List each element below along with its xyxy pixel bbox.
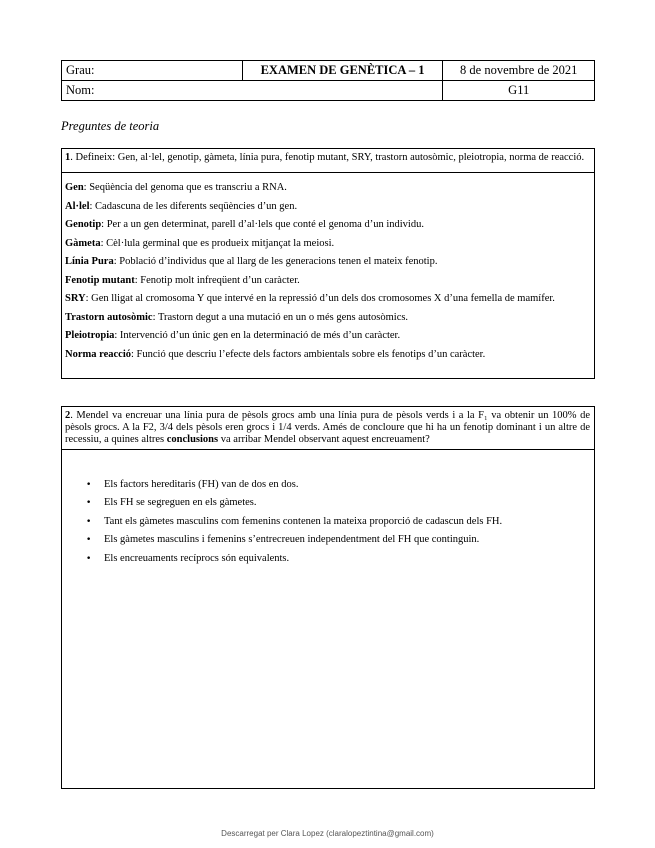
question-1-number: 1: [65, 152, 71, 163]
exam-date: 8 de novembre de 2021: [443, 61, 595, 81]
definition-term: Genotip: [65, 219, 102, 230]
definition-term: Línia Pura: [65, 256, 114, 267]
bullet-icon: •: [86, 516, 92, 527]
bullet-icon: •: [86, 498, 92, 509]
definitions-list: [62, 173, 594, 366]
conclusion-text: Tant els gàmetes masculins com femenins contenen la mateixa proporció de cadascun dels FH.: [104, 515, 503, 527]
nom-cell: Nom:: [62, 81, 443, 101]
definition-term: Gen: [65, 182, 84, 193]
definition-item: [65, 255, 590, 274]
definition-term: Trastorn autosòmic: [65, 311, 153, 323]
question-2-text-end: va arribar Mendel observant aquest encreuament?: [218, 434, 430, 445]
definition-item: [65, 292, 590, 311]
definition-text: : Intervenció d’un únic gen en la determinació de més d’un caràcter.: [114, 330, 401, 341]
question-1-box: [61, 148, 595, 379]
list-item: [86, 552, 594, 570]
question-2-number: 2: [65, 410, 71, 421]
group-cell: G11: [443, 81, 595, 101]
conclusion-text: Els encreuaments recíprocs són equivalents.: [104, 552, 290, 564]
definition-item: [65, 329, 590, 348]
definition-item: [65, 181, 590, 200]
definition-text: : Cèl·lula germinal que es produeix mitjançat la meiosi.: [100, 237, 335, 249]
definition-text: : Gen lligat al cromosoma Y que intervé en la repressió d’un dels dos cromosomes X d’una femella de mamífer.: [85, 293, 555, 304]
definition-term: Al·lel: [65, 200, 90, 212]
definition-text: : Per a un gen determinat, parell d’al·lels que conté el genoma d’un individu.: [101, 219, 424, 230]
question-1-text: . Defineix: Gen, al·lel, genotip, gàmeta, línia pura, fenotip mutant, SRY, trastorn autosòmic, pleiotropia, norma de reacció.: [70, 152, 585, 163]
grau-cell: Grau:: [62, 61, 243, 81]
exam-header-table: [61, 60, 595, 101]
definition-text: : Fenotip molt infreqüent d’un caràcter.: [134, 274, 300, 286]
list-item: [86, 478, 594, 496]
question-2-keyword: conclusions: [166, 434, 219, 445]
definition-text: : Població d’individus que al llarg de les generacions tenen el mateix fenotip.: [113, 256, 438, 267]
list-item: [86, 515, 594, 533]
conclusion-text: Els FH se segreguen en els gàmetes.: [104, 497, 257, 509]
definition-item: [65, 218, 590, 237]
definition-item: [65, 200, 590, 219]
section-title: Preguntes de teoria: [61, 119, 160, 133]
definition-text: : Seqüència del genoma que es transcriu a RNA.: [83, 182, 287, 193]
definition-term: Norma reacció: [65, 348, 131, 360]
list-item: [86, 533, 594, 551]
conclusions-list: [62, 450, 594, 570]
definition-term: SRY: [65, 293, 86, 304]
bullet-icon: •: [86, 480, 92, 490]
question-2-box: [61, 406, 595, 789]
definition-item: [65, 311, 590, 330]
definition-item: [65, 237, 590, 256]
bullet-icon: •: [86, 553, 92, 564]
conclusion-text: Els factors hereditaris (FH) van de dos en dos.: [104, 479, 299, 490]
definition-item: [65, 348, 590, 367]
question-2-prompt: [62, 407, 594, 450]
definition-term: Fenotip mutant: [65, 274, 135, 286]
definition-text: : Cadascuna de les diferents seqüències d’un gen.: [89, 200, 298, 212]
definition-item: [65, 274, 590, 293]
definition-term: Gàmeta: [65, 237, 101, 249]
definition-term: Pleiotropia: [65, 330, 115, 341]
list-item: [86, 496, 594, 514]
definition-text: : Trastorn degut a una mutació en un o més gens autosòmics.: [152, 311, 409, 323]
conclusion-text: Els gàmetes masculins i femenins s’entrecreuen independentment del FH que continguin.: [104, 534, 480, 546]
download-footer: Descarregat per Clara Lopez (claralopeztintina@gmail.com): [221, 829, 434, 838]
question-2-text-start: . Mendel va encreuar una línia pura de pèsols grocs amb una línia pura de pèsols verds i a la F₁ va obtenir un 100% de pèsols grocs. A la F2, 3/4 dels pèsols eren grocs i 1/4 verds. Amés de concloure que hi ha un fenotip dominant i un altre de recessiu, a quines altres: [65, 410, 590, 445]
exam-title: EXAMEN DE GENÈTICA – 1: [242, 61, 443, 81]
bullet-icon: •: [86, 535, 92, 546]
question-1-prompt: [62, 149, 594, 173]
definition-text: : Funció que descriu l’efecte dels factors ambientals sobre els fenotips d’un caràcter.: [130, 348, 486, 360]
